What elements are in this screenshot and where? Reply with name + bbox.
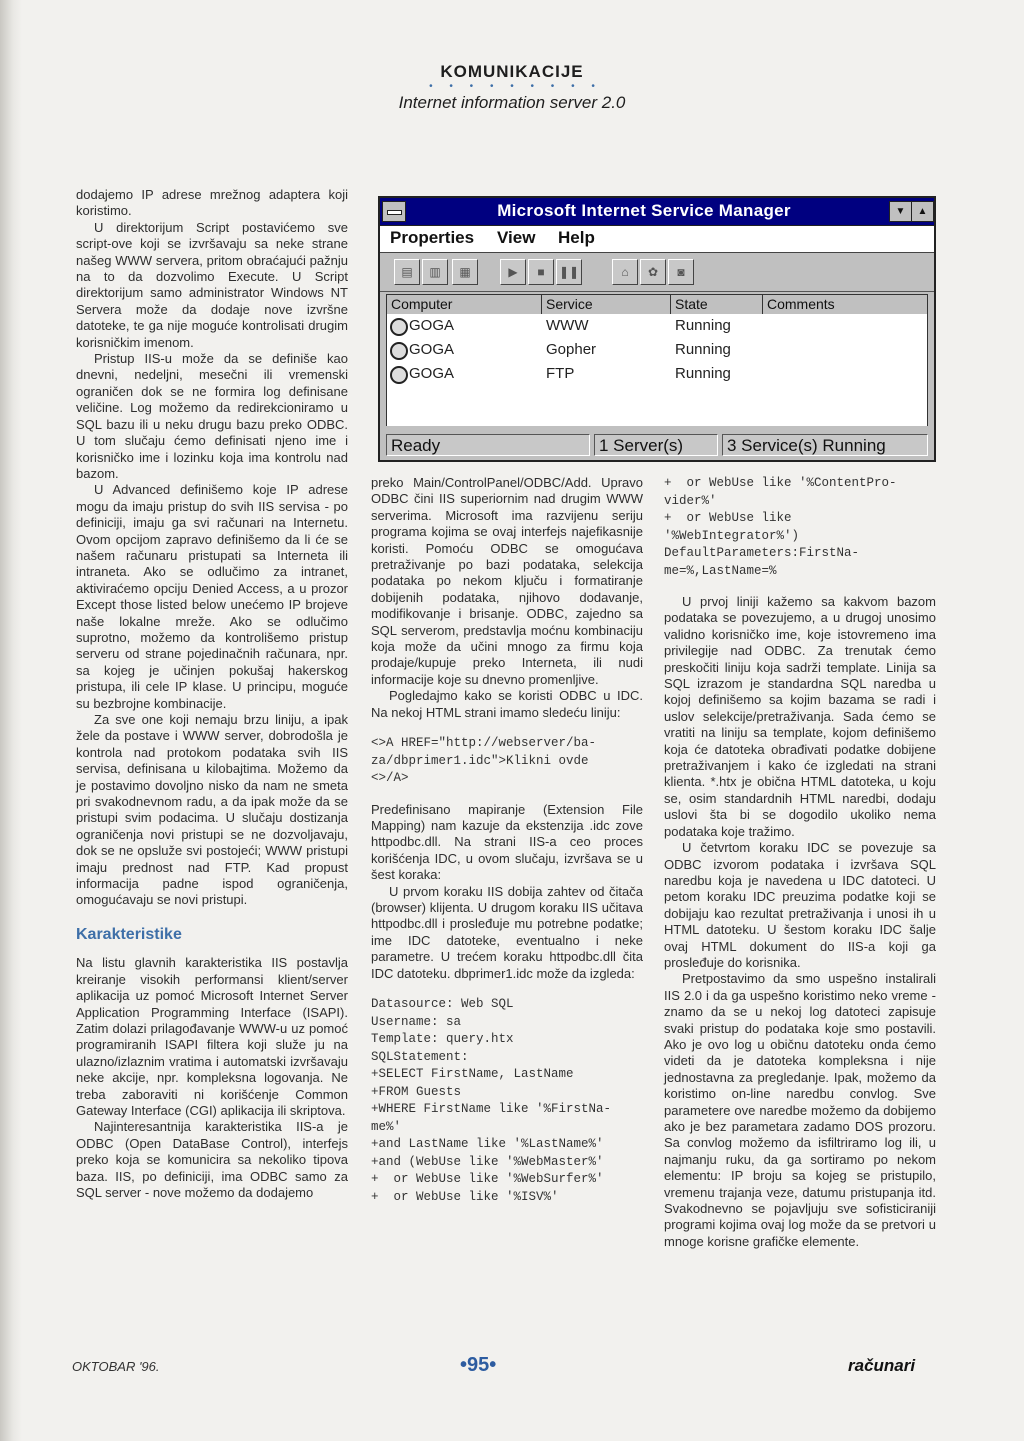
text-column-3 <box>664 475 936 1250</box>
system-menu-icon[interactable] <box>382 201 406 222</box>
cell-service: Gopher <box>546 341 597 358</box>
text-column-1 <box>76 187 348 1201</box>
cell-service: WWW <box>546 317 589 334</box>
www-filter-icon[interactable]: ◙ <box>668 259 694 285</box>
toolbar <box>380 253 934 292</box>
title-bar <box>380 198 934 226</box>
article-subtitle: Internet information server 2.0 <box>398 93 626 112</box>
paragraph: Pogledajmo kako se koristi ODBC u IDC. Na nekoj HTML strani imamo sledeću liniju: <box>371 688 643 720</box>
paragraph: U Advanced definišemo koje IP adrese mogu da imaju pristup do svih IIS servisa - po definiciji, imaju ga svi računari na Internetu. Ovom opcijom zapravo definišemo da li će se našem računaru pristupati sa Interneta ili intraneta. Ako se odlučimo za intranet, aktiviraćemo opciju Denied Access, a u prozor Except those listed below unećemo IP brojeve naše lokalne mreže. Ako se odlučimo suprotno, možemo da kontrolišemo pristup serveru od strane pojedinačnih računara, npr. sa kojeg je učinjen pokušaj hakerskog pristupa, ili cele IP klase. U principu, moguće su bezbrojne kombinacije. <box>76 482 348 711</box>
menu-help[interactable]: Help <box>558 228 595 247</box>
paragraph: dodajemo IP adrese mrežnog adaptera koji koristimo. <box>76 187 348 219</box>
service-manager-window <box>378 196 936 462</box>
services-list <box>386 314 928 426</box>
maximize-icon[interactable]: ▲ <box>911 201 934 222</box>
menu-properties[interactable]: Properties <box>390 228 475 247</box>
status-services: 3 Service(s) Running <box>722 434 928 456</box>
list-item[interactable] <box>387 338 927 362</box>
cell-computer: GOGA <box>409 341 455 358</box>
cell-state: Running <box>675 365 731 382</box>
code-block: Datasource: Web SQL Username: sa Template: query.htx SQLStatement: +SELECT FirstName, LastName +FROM Guests +WHERE FirstName like '%FirstNa- me%' +and LastName like '%LastName%' +and (WebUse like '%WebMaster%' + or WebUse like '%WebSurfer%' + or WebUse like '%ISV%' <box>371 997 612 1204</box>
list-header <box>386 294 928 315</box>
cell-state: Running <box>675 317 731 334</box>
paragraph: Na listu glavnih karakteristika IIS postavlja kreiranje visokih performansi klient/server aplikacija uz pomoć Microsoft Internet Server Application Programming Interface (ISAPI). Zatim dolazi prilagođavanje WWW-u uz pomoć programiranih ISAPI filtera koji služe ju na ulazno/izlaznim vratima i automatski izvršavaju neke akcije, npr. kompleksna logovanja. Ne treba zaboraviti ni korišćenje Common Gateway Interface (CGI) aplikacija ili skriptova. <box>76 955 348 1118</box>
server-icon <box>390 342 408 360</box>
properties-icon[interactable]: ▦ <box>452 259 478 285</box>
paragraph: U prvom koraku IIS dobija zahtev od čitača (browser) klijenta. U drugom koraku IIS učitava httpodbc.dll i prosleđuje mu potrebne podatke; ime IDC datoteke, eventualno i neke parametre. U trećem koraku httpodbc.dll čita IDC datoteku. dbprimer1.idc može da izgleda: <box>371 883 643 981</box>
section-heading: Karakteristike <box>76 925 182 943</box>
running-header <box>0 62 1024 113</box>
cell-state: Running <box>675 341 731 358</box>
paragraph: Najinteresantnija karakteristika IIS-a je ODBC (Open DataBase Control), interfejs preko koja se komunicira sa nekoliko tipova baza. IIS, po definiciji, ima ODBC samo za SQL server - nove možemo da dodajemo <box>76 1119 348 1200</box>
text-column-2 <box>371 475 643 1206</box>
paragraph: Pretpostavimo da smo uspešno instalirali IIS 2.0 i da ga uspešno koristimo neko vreme - znamo da se u nekoj log datoteci zapisuje svaki pristup do podataka koje smo postavili. Ako je ovo log u običnu datoteku onda ćemo videti da je datoteka kompleksna i nije jednostavna za pregledanje. Ipak, možemo da koristimo on-line naredbu convlog. Sve parametere ove naredbe možemo da dobijemo ako je bez parametara zadamo DOS prozoru. Sa convlog možemo da isfiltriramo log ili, u najmanju ruku, da ga sortiramo po nekom elementu: IP broju sa kojeg se pristupilo, vremenu trajanja veze, datumu pristupanja itd. Svakodnevno se pojavljuju sve sofisticiraniji programi kojima ovaj log može da se pretvori u mnoge korisne grafičke elemente. <box>664 971 936 1249</box>
column-header-computer[interactable]: Computer <box>387 295 542 314</box>
column-header-service[interactable]: Service <box>542 295 671 314</box>
magazine-logo: računari <box>848 1356 916 1375</box>
paragraph: U četvrtom koraku IDC se povezuje sa ODBC izvorom podataka i izvršava SQL naredbu koja je navedena u IDC datoteci. U petom koraku IDC preuzima podatke koji se dobijaju kao rezultat pretraživanja i unosi ih u HTML datoteku. U šestom koraku IDC šalje ovaj HTML dokument do IIS-a koji ga prosleđuje do korisnika. <box>664 840 936 970</box>
list-item[interactable] <box>387 362 927 386</box>
paragraph: Pristup IIS-u može da se definiše kao dnevni, nedeljni, mesečni ili vremenski ograničen dok se ne formira log definisane veličine. Log možemo da redirekcioniramo u SQL bazu ili u neku drugu bazu preko ODBC. U tom slučaju ćemo definisati njeno ime i korisničko ime i lozinku koja ima kontrolu nad bazom. <box>76 351 348 481</box>
window-title: Microsoft Internet Service Manager <box>497 201 791 220</box>
minimize-icon[interactable]: ▼ <box>889 201 912 222</box>
page-spine-shadow <box>0 0 22 1441</box>
menu-bar <box>380 226 934 253</box>
column-header-comments[interactable]: Comments <box>767 296 835 312</box>
list-item[interactable] <box>387 314 927 338</box>
status-ready: Ready <box>386 434 590 456</box>
ftp-filter-icon[interactable]: ⌂ <box>612 259 638 285</box>
stop-service-icon[interactable]: ■ <box>528 259 554 285</box>
connect-server-icon[interactable]: ▤ <box>394 259 420 285</box>
section-title: KOMUNIKACIJE <box>440 62 584 81</box>
start-service-icon[interactable]: ▶ <box>500 259 526 285</box>
paragraph: U direktorijum Script postavićemo sve script-ove koji se izvršavaju sa neke strane našeg WWW servera, pritom obraćajući pažnju na to da dozvolimo Execute. U Script direktorijum samo administrator Windows NT Servera može da dodaje nove izvršne datoteke, te ga nije moguće kontrolisati drugim korisničkim imenom. <box>76 219 348 350</box>
code-block: <>A HREF="http://webserver/ba- za/dbprimer1.idc">Klikni ovde <>/A> <box>371 736 597 786</box>
page-number: •95• <box>460 1354 497 1376</box>
header-dots: • • • • • • • • • <box>429 81 602 92</box>
code-block: + or WebUse like '%ContentPro- vider%' + or WebUse like '%WebIntegrator%') DefaultParameters:FirstNa- me=%,LastName=% <box>664 476 897 578</box>
cell-computer: GOGA <box>409 317 455 334</box>
paragraph: U prvoj liniji kažemo sa kakvom bazom podataka se povezujemo, a u drugoj unosimo validno korisničko ime, koje istovremeno ima privilegije nad ODBC. Za trenutak ćemo preskočiti liniju koja sadrži template. Linija sa SQL izrazom je standardna SQL naredba u kojoj definišemo sa kojim bazama se radi i uslov selekcije/pretraživanja. Sada ćemo se vratiti na liniju sa template, kojom definišemo koja će datoteka obrađivati podatke dobijene pretraživanjem i kako će izgledati na strani klienta. *.htx je obična HTML datoteka, u koju se, osim standardnih HTML naredbi, dodaju uslovi šta bi se dogodilo ukoliko nema podataka koje tražimo. <box>664 594 936 839</box>
cell-service: FTP <box>546 365 575 382</box>
column-header-state[interactable]: State <box>671 295 763 314</box>
gopher-filter-icon[interactable]: ✿ <box>640 259 666 285</box>
cell-computer: GOGA <box>409 365 455 382</box>
pause-service-icon[interactable]: ❚❚ <box>556 259 582 285</box>
server-icon <box>390 366 408 384</box>
status-servers: 1 Server(s) <box>594 434 718 456</box>
server-icon <box>390 318 408 336</box>
find-servers-icon[interactable]: ▥ <box>422 259 448 285</box>
footer-issue-date: OKTOBAR '96. <box>72 1359 160 1374</box>
paragraph: preko Main/ControlPanel/ODBC/Add. Upravo ODBC čini IIS superiornim nad drugim WWW serverima. Microsoft ima razvijenu seriju programa kojima se ovaj interfejs najefikasnije koristi. Pomoću ODBC se omogućava pretraživanje po bazi podataka, selekcija podataka po nekom ključu i formatiranje dobijenih podataka, njihovo dodavanje, modifikovanje i brisanje. ODBC, zajedno sa SQL serverom, predstavlja moćnu kombinaciju koja može da učini mnogo za firmu koja prodaje/kupuje preko Interneta, ili nudi informacije koje su dnevno promenljive. <box>371 475 643 687</box>
menu-view[interactable]: View <box>497 228 536 247</box>
paragraph: Za sve one koji nemaju brzu liniju, a ipak žele da postave i WWW server, dobrodošla je kontrola nad protokom podataka svih IIS servisa, definisana u kilobajtima. Možemo da je postavimo dovoljno nisko da nam ne smeta pri svakodnevnom radu, a da ipak može da se pristupi svim podacima. U slučaju dostizanja ograničenja novi pristupi se ne dozvoljavaju, dok se ne opsluže svi postojeći; WWW pristupi imaju prednost nad FTP. Kad propust informacija padne ispod ograničenja, omogućavaju se novi pristupi. <box>76 712 348 908</box>
paragraph: Predefinisano mapiranje (Extension File Mapping) nam kazuje da ekstenzija .idc zove httpodbc.dll. Na strani IIS-a ceo proces korišćenja IDC, u ovom slučaju, izvršava se u šest koraka: <box>371 801 643 883</box>
status-bar <box>386 434 928 458</box>
